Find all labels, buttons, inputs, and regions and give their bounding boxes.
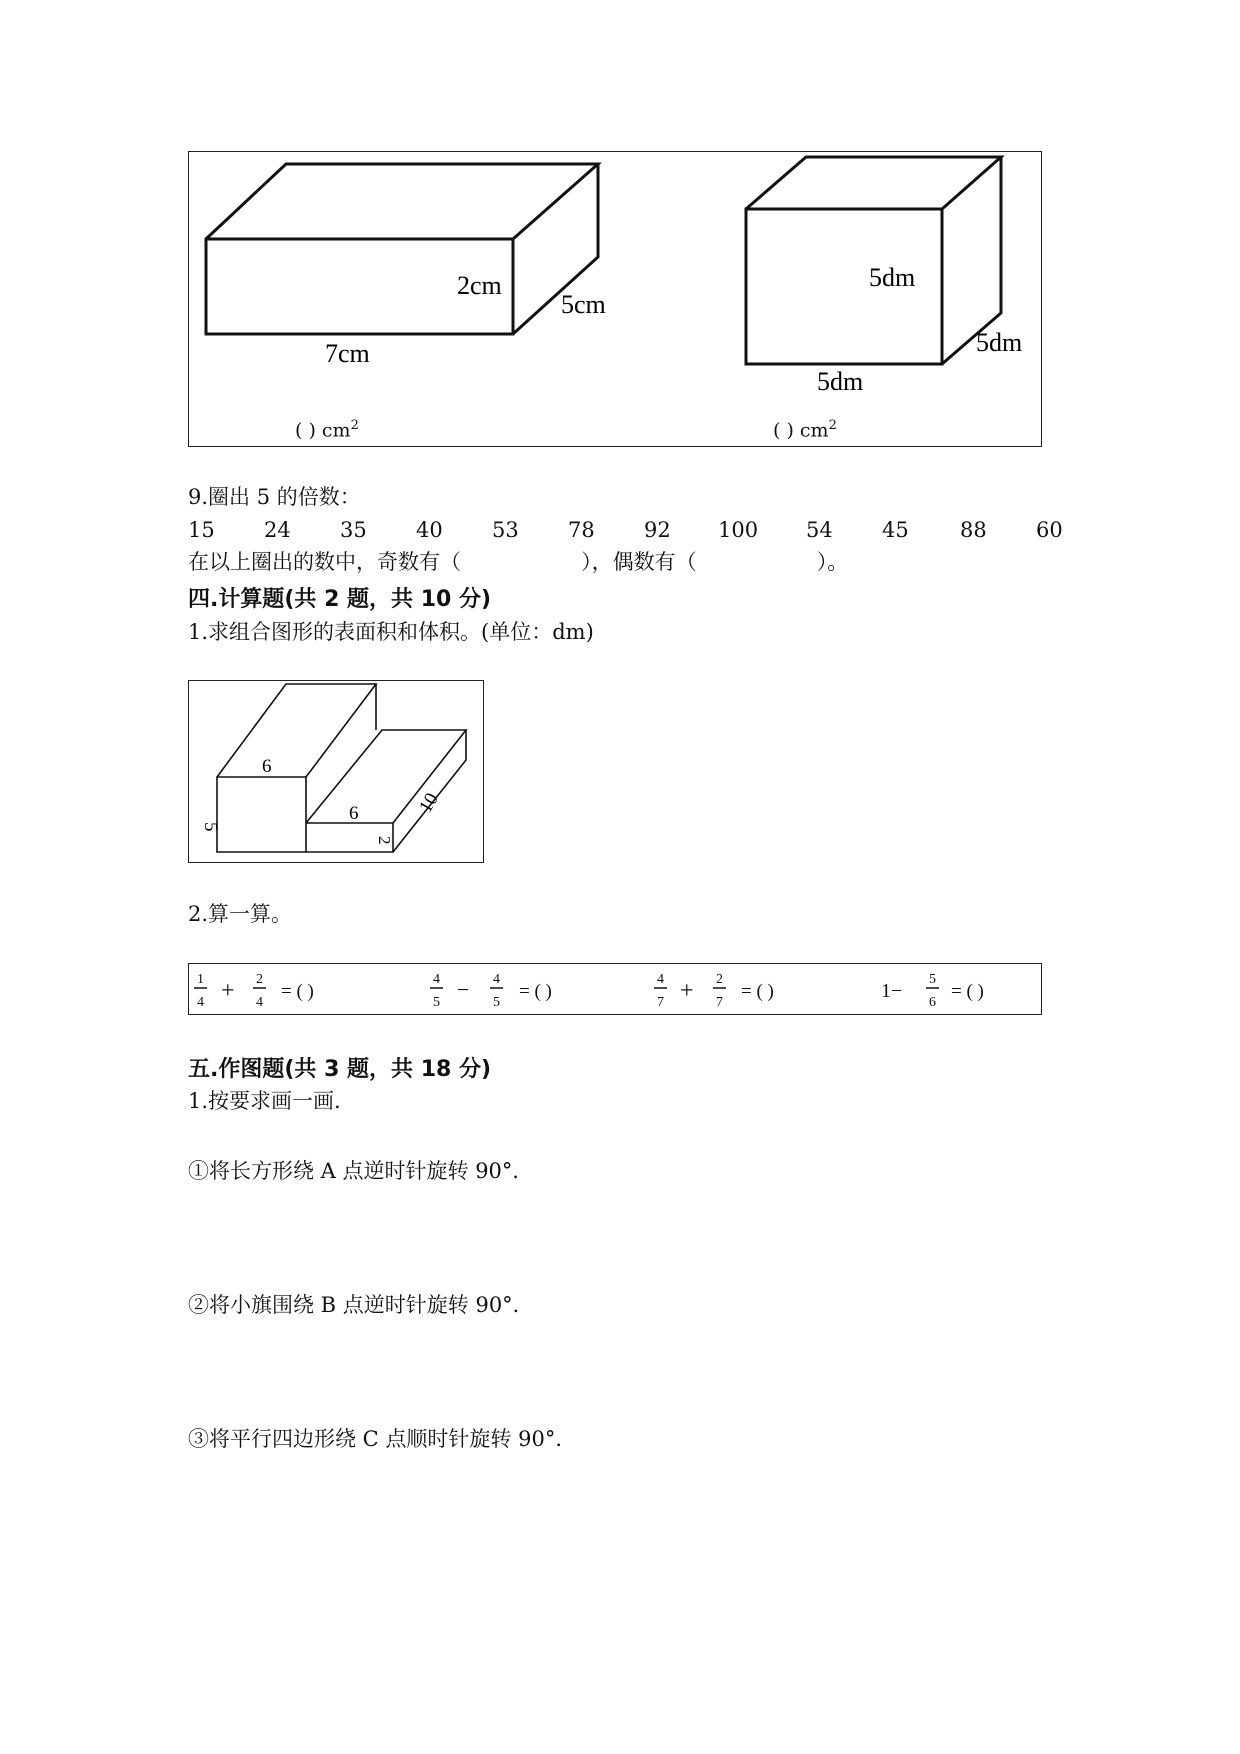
- cuboid-shape: [206, 164, 598, 334]
- drawing-task-2: ②将小旗围绕 B 点逆时针旋转 90°．: [188, 1293, 534, 1317]
- number-item[interactable]: 53: [492, 518, 519, 542]
- number-item[interactable]: 88: [960, 518, 987, 542]
- svg-text:5: 5: [929, 972, 936, 987]
- number-item[interactable]: 54: [806, 518, 833, 542]
- top-length-label: 6: [262, 756, 272, 777]
- svg-text:6: 6: [929, 995, 936, 1010]
- svg-text:2: 2: [716, 972, 723, 987]
- section4-heading: 四.计算题(共 2 题，共 10 分): [188, 587, 492, 612]
- svg-text:4: 4: [493, 972, 500, 987]
- fraction-exercise-3: [654, 972, 774, 1010]
- fraction-exercise-1: [194, 972, 314, 1010]
- svg-text:+: +: [221, 978, 235, 1004]
- composite-solid-figure: [188, 680, 484, 863]
- number-item[interactable]: 92: [644, 518, 671, 542]
- cube-width-label: 5dm: [976, 328, 1023, 357]
- q9-title: 9.圈出 5 的倍数：: [188, 485, 361, 509]
- depth-label: 10: [415, 789, 443, 817]
- step-length-label: 6: [349, 803, 359, 824]
- number-item[interactable]: 100: [718, 518, 759, 542]
- fraction-row: [189, 964, 1041, 1014]
- svg-text:7: 7: [657, 995, 664, 1010]
- fraction-exercises: [188, 963, 1042, 1015]
- number-item[interactable]: 40: [416, 518, 443, 542]
- solids-figure: [188, 151, 1042, 447]
- svg-text:5: 5: [433, 995, 440, 1010]
- q9-number-row: [188, 516, 1063, 544]
- section5-heading: 五.作图题(共 3 题，共 18 分): [188, 1057, 492, 1082]
- cuboid-length-label: 7cm: [325, 339, 370, 368]
- number-item[interactable]: 78: [568, 518, 595, 542]
- cube-height-label: 5dm: [869, 263, 916, 292]
- drawing-task-3: ③将平行四边形绕 C 点顺时针旋转 90°．: [188, 1427, 577, 1451]
- number-item[interactable]: 15: [188, 518, 215, 542]
- answer-blank: = ( ): [519, 981, 552, 1002]
- cube-shape: [746, 157, 1001, 364]
- cuboid-height-label: 2cm: [457, 271, 502, 300]
- answer-blank: = ( ): [281, 981, 314, 1002]
- number-item[interactable]: 24: [264, 518, 291, 542]
- number-item[interactable]: 35: [340, 518, 367, 542]
- fraction-exercise-4: [881, 972, 984, 1010]
- height-label: 5: [200, 822, 221, 832]
- svg-text:1−: 1−: [881, 980, 903, 1002]
- section4-q2: 2.算一算。: [188, 902, 293, 926]
- svg-text:7: 7: [716, 995, 723, 1010]
- svg-text:4: 4: [657, 972, 664, 987]
- svg-text:4: 4: [197, 995, 204, 1010]
- answer-blank: = ( ): [741, 981, 774, 1002]
- number-item[interactable]: 60: [1036, 518, 1063, 542]
- q9-followup: 在以上圈出的数中，奇数有（ ），偶数有（ ）。: [188, 550, 849, 574]
- cube-answer-blank: ( ) $cm^2$: [773, 418, 837, 442]
- svg-text:1: 1: [197, 972, 204, 987]
- svg-text:4: 4: [256, 995, 263, 1010]
- cube-length-label: 5dm: [817, 367, 864, 396]
- cuboid-answer-blank: ( ) $cm^2$: [295, 418, 359, 442]
- section5-q1: 1.按要求画一画.: [188, 1089, 341, 1113]
- solids-drawing: [189, 152, 1041, 446]
- svg-text:2: 2: [256, 972, 263, 987]
- svg-text:−: −: [457, 977, 470, 1002]
- cuboid-width-label: 5cm: [561, 290, 606, 319]
- section4-q1: 1.求组合图形的表面积和体积。(单位：dm): [188, 620, 594, 644]
- answer-blank: = ( ): [951, 981, 984, 1002]
- number-item[interactable]: 45: [882, 518, 909, 542]
- drawing-task-1: ①将长方形绕 A 点逆时针旋转 90°．: [188, 1159, 534, 1183]
- svg-text:5: 5: [493, 995, 500, 1010]
- svg-text:+: +: [680, 978, 694, 1004]
- step-height-label: 2: [375, 836, 394, 845]
- fraction-exercise-2: [430, 972, 552, 1010]
- svg-text:4: 4: [433, 972, 440, 987]
- composite-solid-drawing: [189, 681, 483, 862]
